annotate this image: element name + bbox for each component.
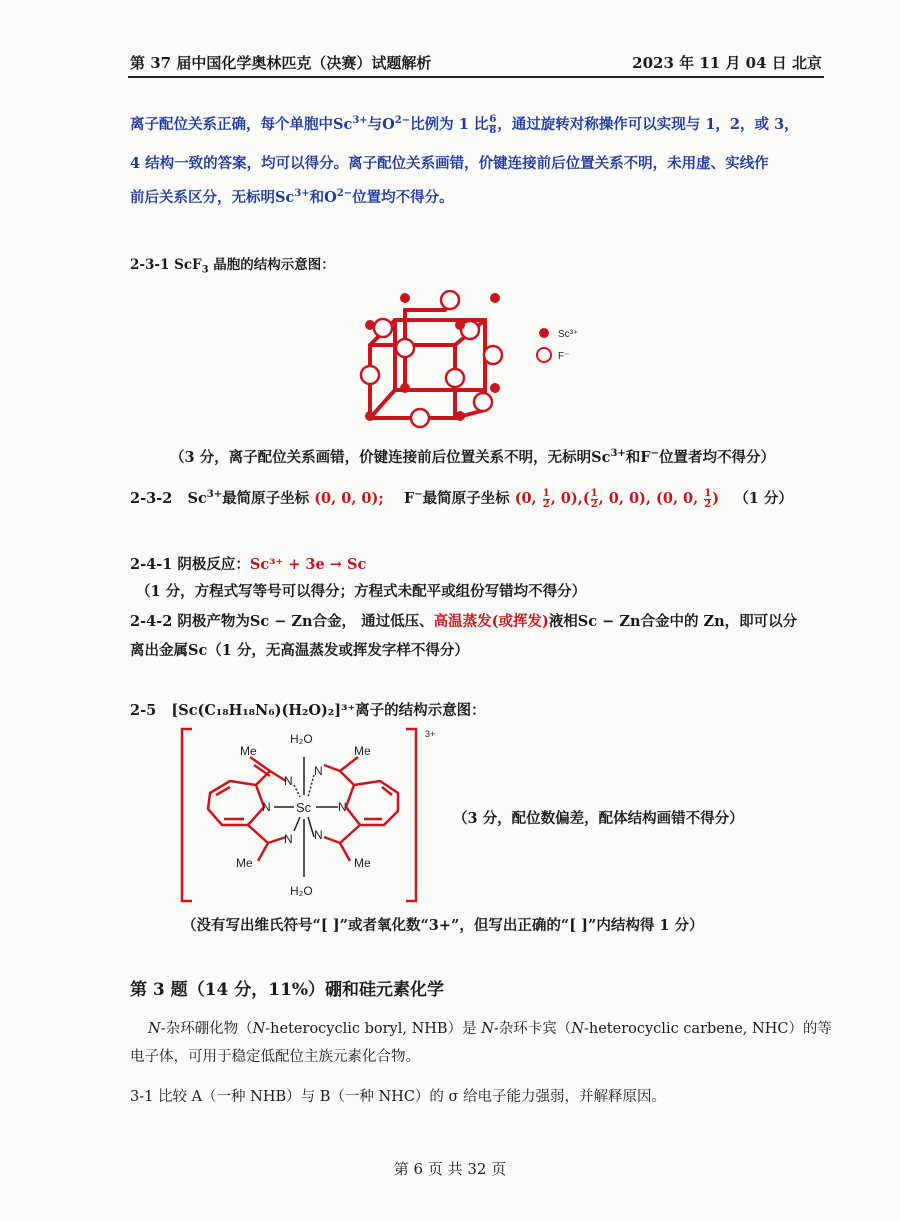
f-ion	[446, 369, 464, 387]
intro-line-3: 前后关系区分，无标明$Sc^{3+}$和$O^{2-}$位置均不得分。	[130, 188, 454, 206]
header-title: 第 37 届中国化学奥林匹克（决赛）试题解析	[130, 54, 432, 72]
legend-sc-label: Sc³⁺	[558, 329, 579, 340]
q25-note: （没有写出维氏符号“[ ]”或者氧化数“3+”，但写出正确的“[ ]”内结构得 1 分）	[182, 917, 704, 934]
me-top-left: Me	[240, 744, 257, 758]
question-3-1: 3-1 比较 A（一种 NHB）与 B（一种 NHC）的 σ 给电子能力强弱，并解释原因。	[130, 1089, 667, 1105]
charge-label: 3+	[425, 729, 436, 739]
header-date: 2023 年 11 月 04 日 北京	[632, 54, 822, 72]
n-label: N	[284, 774, 293, 788]
q25-score: （3 分，配位数偏差，配体结构画错不得分）	[453, 810, 744, 827]
h2o-bottom-label: H₂O	[290, 884, 313, 898]
header-rule	[128, 76, 824, 78]
h2o-top-label: H₂O	[290, 732, 313, 746]
sc-center-label: Sc	[296, 800, 312, 815]
sc-ion	[400, 293, 410, 303]
q231-note: （3 分，离子配位关系画错，价键连接前后位置关系不明，无标明$Sc^{3+}$和F−位置者均不得分）	[170, 448, 775, 466]
me-bottom-right: Me	[354, 856, 371, 870]
section-3-para-1: N-杂环硼化物（N-heterocyclic boryl, NHB）是 N-杂环卡宾（N-heterocyclic carbene, NHC）的等	[148, 1021, 832, 1037]
f-ion	[411, 409, 429, 427]
n-label: N	[338, 800, 347, 814]
n-label: N	[284, 832, 293, 846]
sc-complex-structure	[178, 725, 448, 910]
section-3-para-2: 电子体，可用于稳定低配位主族元素化合物。	[130, 1049, 420, 1065]
f-ion	[484, 346, 502, 364]
sc-ion	[365, 320, 375, 330]
sc-ion	[365, 411, 375, 421]
sc-ion	[455, 411, 465, 421]
sc-ion	[490, 293, 500, 303]
f-ion	[441, 291, 459, 309]
me-bottom-left: Me	[236, 856, 253, 870]
q241-line: 2-4-1 阴极反应：Sc³⁺ + 3e → Sc	[130, 556, 367, 573]
sc-ion	[400, 383, 410, 393]
f-ion	[361, 366, 379, 384]
f-ion	[396, 339, 414, 357]
q242-line-1: 2-4-2 阴极产物为Sc − Zn合金， 通过低压、高温蒸发(或挥发)液相Sc − Zn合金中的 Zn，即可以分	[130, 613, 798, 630]
section-3-title: 第 3 题（14 分，11%）硼和硅元素化学	[130, 980, 445, 1000]
q25-heading: 2-5 [Sc(C₁₈H₁₈N₆)(H₂O)₂]³⁺离子的结构示意图：	[130, 702, 486, 719]
sc-ion	[490, 383, 500, 393]
legend-f-label: F⁻	[558, 351, 570, 362]
intro-line-2: 4 结构一致的答案，均可以得分。离子配位关系画错，价键连接前后位置关系不明，未用虚、实线作	[130, 155, 769, 172]
fraction: $\frac{6}{8}$	[489, 113, 497, 136]
sc-ion	[455, 320, 465, 330]
q242-line-2: 离出金属Sc（1 分，无高温蒸发或挥发字样不得分）	[130, 642, 469, 659]
q232-line: 2-3-2 $Sc^{3+}$最简原子坐标 (0, 0, 0); F−最简原子坐标 (0, $\frac{1}{2}$ , 0),( $\frac{1}{2}$ , 0, 0), (0, 0, $\frac{1}{2}$ ) （1 分）	[130, 487, 793, 510]
page-number: 第 6 页 共 32 页	[393, 1160, 507, 1178]
n-label: N	[262, 800, 271, 814]
cathode-equation: Sc³⁺ + 3e → Sc	[249, 556, 367, 573]
f-ion	[474, 393, 492, 411]
n-label: N	[314, 764, 323, 778]
scf3-unit-cell-diagram	[355, 290, 585, 430]
me-top-right: Me	[354, 744, 371, 758]
q241-note: （1 分，方程式写等号可以得分；方程式未配平或组份写错均不得分）	[136, 583, 587, 600]
q231-heading: 2-3-1 ScF$_3$ 晶胞的结构示意图：	[130, 257, 335, 276]
f-ion	[374, 319, 392, 337]
n-label: N	[314, 828, 323, 842]
legend-f-marker	[537, 348, 551, 362]
legend-sc-marker	[539, 328, 549, 338]
intro-line-1: 离子配位关系正确，每个单胞中$Sc^{3+}$与$O^{2-}$比例为 1 比 $\frac{6}{8}$ ，通过旋转对称操作可以实现与 1，2，或 3，	[130, 113, 799, 136]
